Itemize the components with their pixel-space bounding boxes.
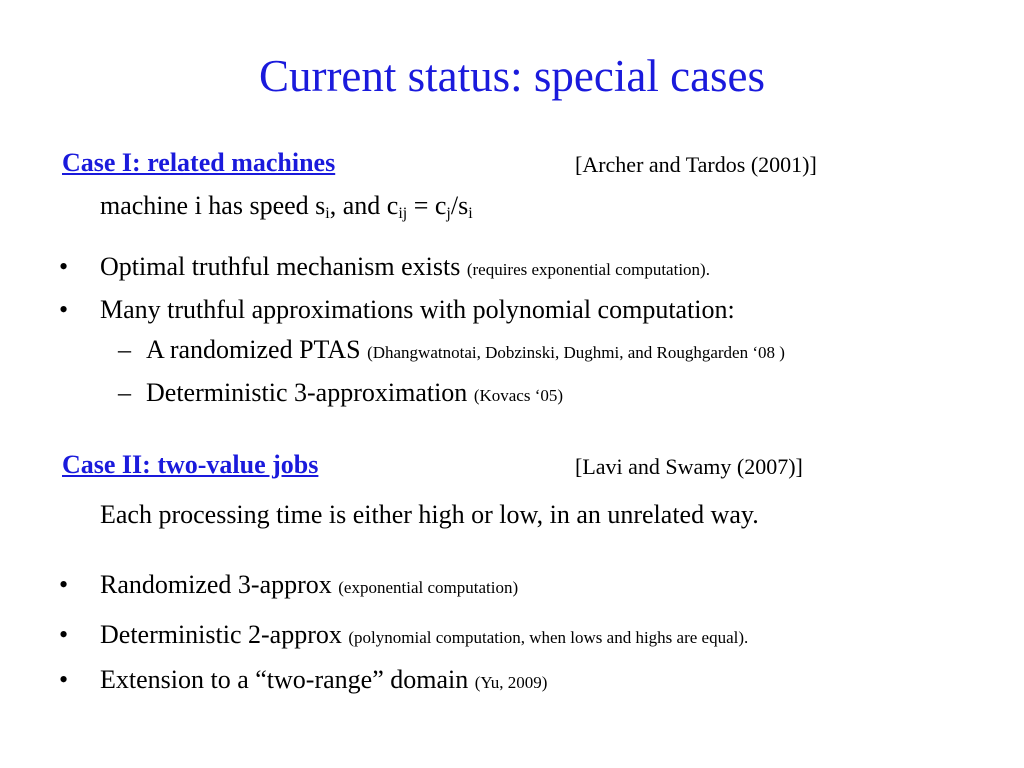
case2-heading: Case II: two-value jobs <box>62 450 319 479</box>
case1-subbullet-1: – A randomized PTAS (Dhangwatnotai, Dobzinski, Dughmi, and Roughgarden ‘08 ) <box>118 335 785 364</box>
bullet-marker: • <box>59 665 69 694</box>
case2-bullet-3: • Extension to a “two-range” domain (Yu, 2009) <box>59 665 548 694</box>
case1-description: machine i has speed $s_i$, and $c_{ij} = c_j/s_i$ <box>100 191 473 222</box>
case2-reference: [Lavi and Swamy (2007)] <box>575 454 803 479</box>
bullet-marker: • <box>59 252 69 281</box>
bullet-marker: • <box>59 620 69 649</box>
case2-description: Each processing time is either high or low, in an unrelated way. <box>100 500 759 529</box>
case1-bullet-1: • Optimal truthful mechanism exists (requires exponential computation). <box>59 252 710 281</box>
slide-title: Current status: special cases <box>258 51 766 101</box>
case2-bullet-2: • Deterministic 2-approx (polynomial computation, when lows and highs are equal). <box>59 620 749 649</box>
dash-marker: – <box>118 335 131 364</box>
bullet-marker: • <box>59 295 69 324</box>
dash-marker: – <box>118 378 131 407</box>
case1-heading: Case I: related machines <box>62 148 336 177</box>
case1-reference: [Archer and Tardos (2001)] <box>575 152 817 177</box>
case2-bullet-1: • Randomized 3-approx (exponential computation) <box>59 570 519 599</box>
case1-bullet-2: • Many truthful approximations with polynomial computation: <box>59 295 735 324</box>
case1-subbullet-2: – Deterministic 3-approximation (Kovacs ‘05) <box>118 378 564 407</box>
bullet-marker: • <box>59 570 69 599</box>
